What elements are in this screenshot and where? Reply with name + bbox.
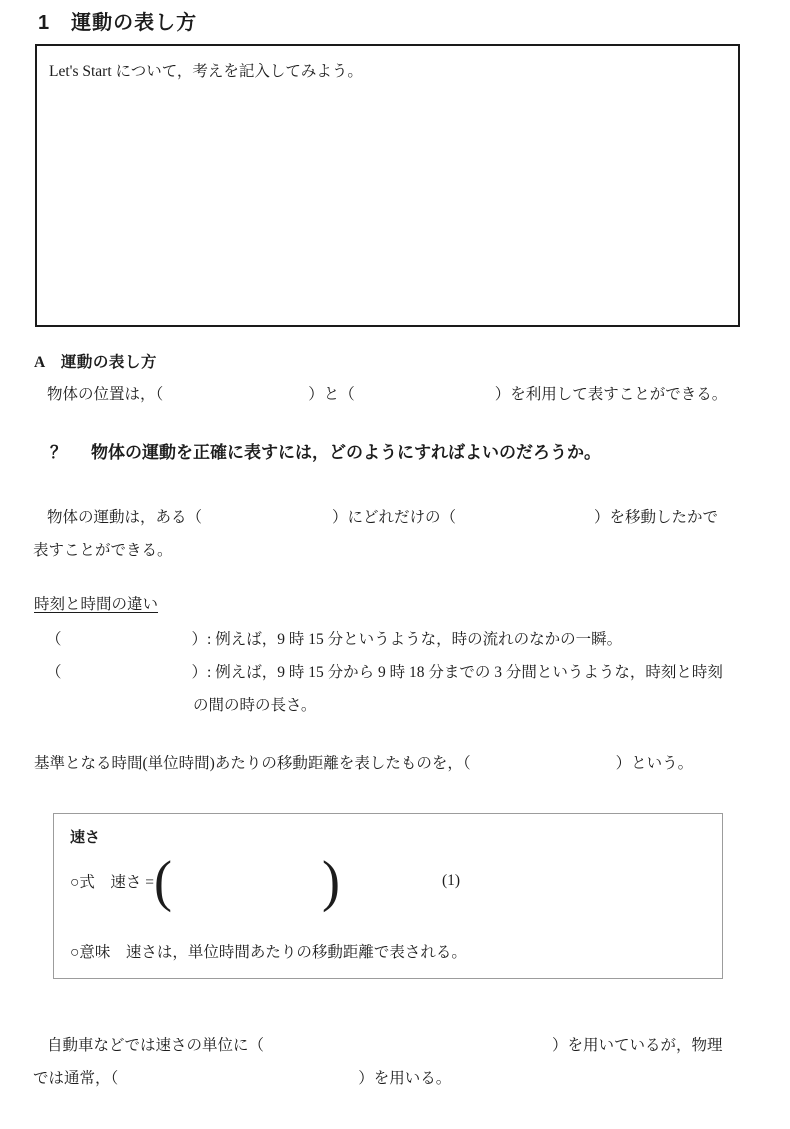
time-section-heading: 時刻と時間の違い bbox=[34, 596, 159, 613]
fill-in-blank bbox=[202, 521, 332, 522]
lets-start-answer-box bbox=[35, 44, 740, 327]
units-line1-pre: 自動車などでは速さの単位に（ bbox=[47, 1037, 265, 1054]
units-line-2 bbox=[33, 1066, 451, 1088]
motion-line-continuation: 表すことができる。 bbox=[33, 542, 173, 559]
motion-line-pre: 物体の運動は，ある（ bbox=[47, 509, 203, 526]
units-line1-post: ）を用いているが，物理 bbox=[552, 1037, 723, 1054]
page-title: 1 運動の表し方 bbox=[38, 12, 198, 34]
speed-definition-box bbox=[53, 813, 723, 979]
position-fill-in-line bbox=[47, 382, 727, 404]
motion-line-mid: ）にどれだけの（ bbox=[332, 509, 457, 526]
units-line-1 bbox=[47, 1033, 723, 1055]
motion-line-post: ）を移動したかで bbox=[594, 509, 719, 526]
position-line-pre: 物体の位置は，（ bbox=[47, 386, 164, 403]
position-line-mid: ）と（ bbox=[308, 386, 355, 403]
equation-number: (1) bbox=[441, 872, 461, 889]
fill-in-blank bbox=[118, 1082, 358, 1083]
position-line-post: ）を利用して表すことができる。 bbox=[494, 386, 728, 403]
def2-open-paren: （ bbox=[46, 664, 62, 681]
speed-box-title: 速さ bbox=[70, 829, 101, 846]
speed-intro-post: ）という。 bbox=[615, 755, 694, 772]
question-text: 物体の運動を正確に表すには，どのようにすればよいのだろうか。 bbox=[91, 443, 601, 462]
def1-text: ）: 例えば，9 時 15 分というような，時の流れのなかの一瞬。 bbox=[191, 631, 623, 648]
fill-in-blank bbox=[62, 676, 192, 677]
big-close-paren: ) bbox=[321, 849, 340, 913]
formula-label: ○式 速さ = bbox=[70, 874, 154, 891]
lets-start-prompt: Let's Start について，考えを記入してみよう。 bbox=[49, 63, 363, 80]
speed-intro-pre: 基準となる時間(単位時間)あたりの移動距離を表したものを，（ bbox=[34, 755, 471, 772]
fill-in-blank bbox=[456, 521, 594, 522]
def1-open-paren: （ bbox=[46, 631, 62, 648]
section-a-heading: A 運動の表し方 bbox=[34, 354, 157, 371]
time-definition-1 bbox=[46, 627, 622, 649]
fill-in-blank bbox=[471, 767, 616, 768]
fill-in-blank bbox=[355, 398, 495, 399]
speed-meaning-line: ○意味 速さは，単位時間あたりの移動距離で表される。 bbox=[70, 944, 467, 961]
time-definition-2 bbox=[46, 660, 723, 682]
big-open-paren: ( bbox=[153, 849, 172, 913]
fill-in-blank bbox=[62, 643, 192, 644]
fill-in-blank bbox=[163, 398, 308, 399]
question-mark-icon: ？ bbox=[50, 443, 67, 462]
units-line2-pre: では通常，（ bbox=[33, 1070, 119, 1087]
time-definition-2-continuation: の間の時の長さ。 bbox=[193, 697, 317, 714]
motion-fill-in-line bbox=[47, 505, 718, 527]
units-line2-post: ）を用いる。 bbox=[358, 1070, 452, 1087]
speed-intro-line bbox=[34, 751, 693, 773]
def2-text: ）: 例えば，9 時 15 分から 9 時 18 分までの 3 分間というような，時刻と時刻 bbox=[191, 664, 723, 681]
speed-formula bbox=[70, 850, 460, 912]
key-question-line bbox=[50, 438, 601, 463]
fill-in-blank bbox=[264, 1049, 552, 1050]
